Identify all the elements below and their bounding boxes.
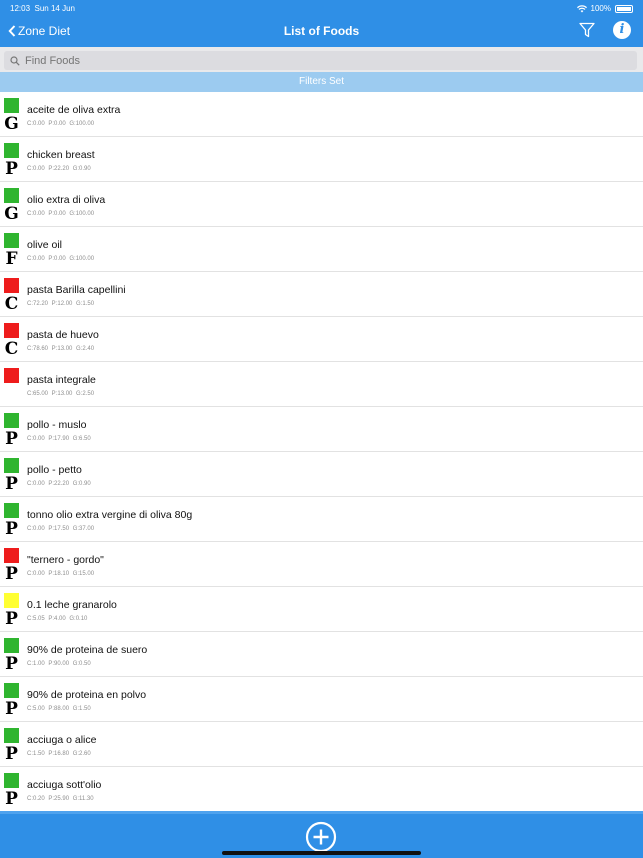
status-right (577, 4, 633, 13)
status-bar (0, 0, 643, 16)
food-name: tonno olio extra vergine di oliva 80g (27, 509, 193, 521)
status-clock: 12:03 (10, 4, 31, 13)
status-date: Sun 14 Jun (34, 4, 75, 13)
food-name: olio extra di oliva (27, 194, 106, 206)
navigation-bar (0, 16, 643, 47)
food-row[interactable] (0, 182, 643, 227)
search-input[interactable] (23, 54, 617, 68)
category-color-square (4, 143, 19, 158)
food-type-letter: C (4, 339, 19, 359)
food-name: pasta integrale (27, 374, 96, 386)
toolbar-divider (0, 811, 643, 814)
food-type-letter: P (5, 789, 18, 809)
search-field[interactable] (4, 51, 637, 70)
food-macros: C:5.05 P:4.00 G:0.10 (27, 616, 88, 622)
food-name: pasta de huevo (27, 329, 99, 341)
food-type-letter: P (5, 429, 18, 449)
food-macros: C:1.50 P:16.80 G:2.60 (27, 751, 91, 757)
battery-icon (615, 5, 633, 13)
food-row[interactable] (0, 92, 643, 137)
food-name: 0.1 leche granarolo (27, 599, 117, 611)
food-type-letter: G (4, 204, 19, 224)
food-name: olive oil (27, 239, 63, 251)
search-bar (0, 47, 643, 72)
battery-percent: 100% (590, 4, 611, 13)
category-color-square (4, 638, 19, 653)
category-color-square (4, 413, 19, 428)
info-icon[interactable]: i (613, 21, 631, 39)
top-bar (0, 0, 643, 47)
wifi-icon (577, 5, 587, 13)
food-type-letter: P (5, 519, 18, 539)
food-row[interactable] (0, 497, 643, 542)
food-type-letter: P (5, 564, 18, 584)
food-name: aceite de oliva extra (27, 104, 121, 116)
food-row[interactable] (0, 677, 643, 722)
food-type-letter: P (5, 474, 18, 494)
food-row[interactable] (0, 407, 643, 452)
food-macros: C:1.00 P:90.00 G:0.50 (27, 661, 91, 667)
food-row[interactable] (0, 137, 643, 182)
food-name: pollo - petto (27, 464, 82, 476)
page-title: List of Foods (283, 24, 360, 38)
back-label: Zone Diet (18, 24, 71, 38)
category-color-square (4, 593, 19, 608)
food-type-letter: P (5, 744, 18, 764)
status-time (10, 4, 75, 13)
food-type-letter: P (5, 699, 18, 719)
category-color-square (4, 548, 19, 563)
food-macros: C:0.00 P:17.50 G:37.00 (27, 526, 95, 532)
food-type-letter: P (5, 159, 18, 179)
food-name: "ternero - gordo" (27, 554, 104, 566)
food-macros: C:78.60 P:13.00 G:2.40 (27, 346, 95, 352)
category-color-square (4, 98, 19, 113)
food-type-letter (4, 385, 19, 403)
food-row[interactable] (0, 542, 643, 587)
food-macros: C:5.00 P:88.00 G:1.50 (27, 706, 91, 712)
food-row[interactable] (0, 317, 643, 362)
category-color-square (4, 458, 19, 473)
food-type-letter: C (4, 294, 19, 314)
food-name: acciuga sott'olio (27, 779, 102, 791)
food-row[interactable] (0, 632, 643, 677)
food-macros: C:0.00 P:0.00 G:100.00 (27, 121, 95, 127)
food-name: chicken breast (27, 149, 95, 161)
filter-icon[interactable] (578, 21, 596, 39)
food-name: 90% de proteina en polvo (27, 689, 147, 701)
food-name: pollo - muslo (27, 419, 87, 431)
category-color-square (4, 683, 19, 698)
category-color-square (4, 188, 19, 203)
food-type-letter: P (5, 609, 18, 629)
food-macros: C:0.00 P:22.20 G:0.90 (27, 166, 91, 172)
category-color-square (4, 728, 19, 743)
filters-set-banner: Filters Set (0, 72, 643, 92)
food-type-letter: F (5, 249, 18, 269)
food-macros: C:0.00 P:22.20 G:0.90 (27, 481, 91, 487)
home-indicator (222, 851, 421, 855)
food-macros: C:72.20 P:12.00 G:1.50 (27, 301, 95, 307)
food-row[interactable] (0, 452, 643, 497)
food-row[interactable] (0, 722, 643, 767)
category-color-square (4, 323, 19, 338)
search-icon (10, 56, 20, 66)
food-macros: C:0.20 P:25.90 G:11.30 (27, 796, 94, 802)
food-macros: C:0.00 P:0.00 G:100.00 (27, 211, 95, 217)
category-color-square (4, 503, 19, 518)
food-list (0, 92, 643, 811)
food-row[interactable] (0, 587, 643, 632)
category-color-square (4, 773, 19, 788)
category-color-square (4, 368, 19, 383)
food-name: pasta Barilla capellini (27, 284, 126, 296)
food-name: 90% de proteina de suero (27, 644, 148, 656)
food-type-letter: P (5, 654, 18, 674)
food-macros: C:65.00 P:13.00 G:2.50 (27, 391, 95, 397)
food-type-letter: G (4, 114, 19, 134)
category-color-square (4, 233, 19, 248)
food-row[interactable] (0, 272, 643, 317)
food-macros: C:0.00 P:18.10 G:15.00 (27, 571, 95, 577)
food-macros: C:0.00 P:17.90 G:6.50 (27, 436, 91, 442)
food-name: acciuga o alice (27, 734, 97, 746)
category-color-square (4, 278, 19, 293)
add-circle-icon[interactable] (305, 821, 337, 853)
food-row[interactable] (0, 362, 643, 407)
food-row[interactable] (0, 767, 643, 811)
food-row[interactable] (0, 227, 643, 272)
food-macros: C:0.00 P:0.00 G:100.00 (27, 256, 95, 262)
